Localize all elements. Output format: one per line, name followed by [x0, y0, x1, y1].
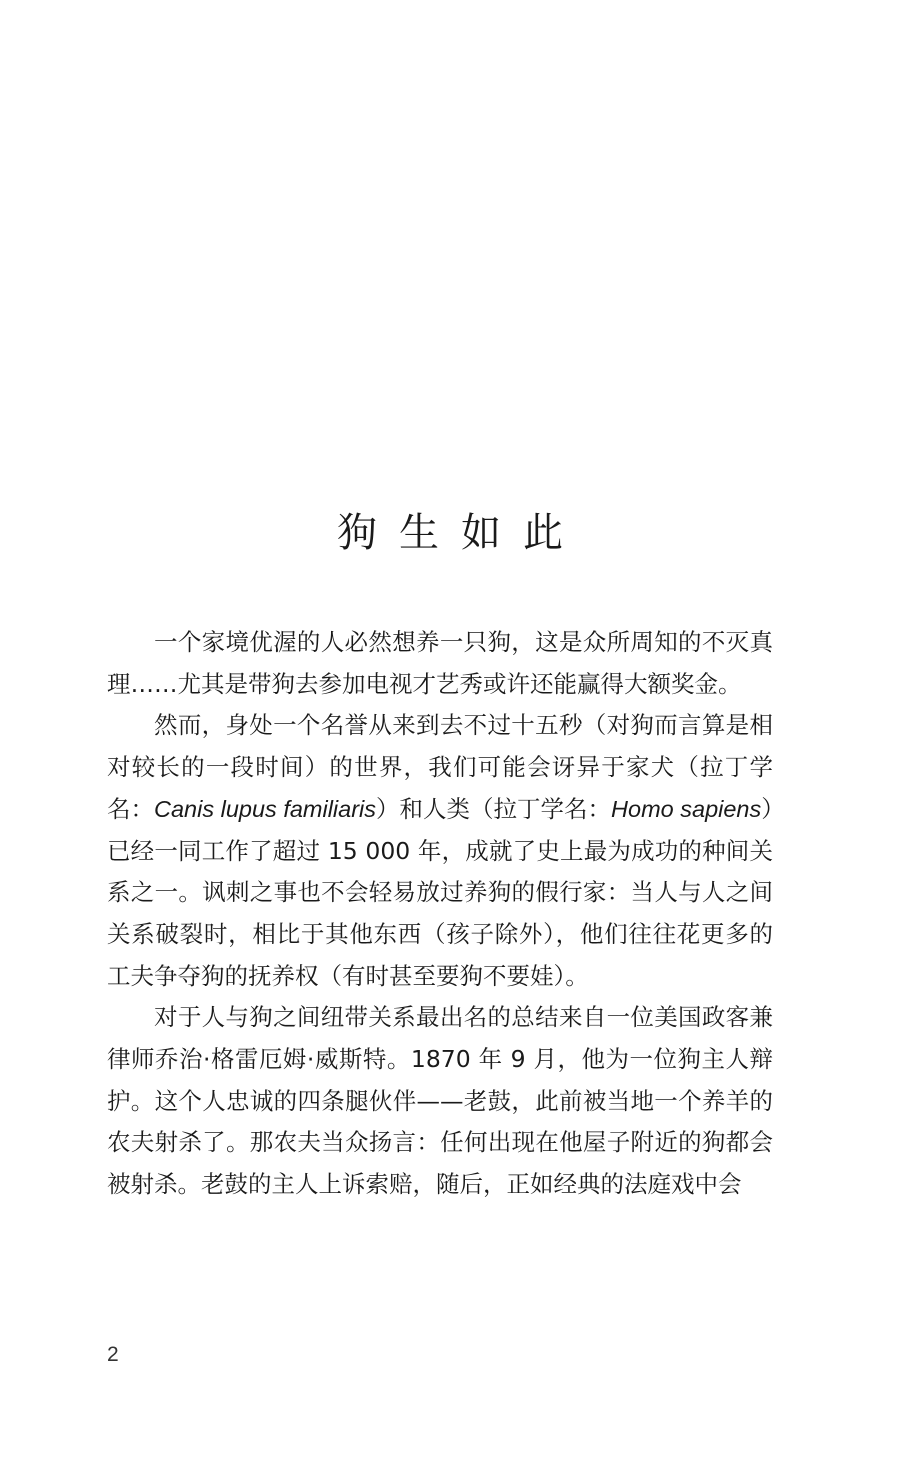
chapter-title: 狗生如此: [337, 510, 585, 556]
body-text: [107, 622, 773, 1206]
latin-name-dog: Canis lupus familiaris: [154, 795, 377, 822]
page-number: 2: [107, 1343, 119, 1366]
paragraph-2-part-2: ）和人类（拉丁学名：: [376, 794, 612, 823]
paragraph-1: 一个家境优渥的人必然想养一只狗，这是众所周知的不灭真理……尤其是带狗去参加电视才艺秀或许还能赢得大额奖金。: [107, 628, 773, 698]
paragraph-2: [107, 705, 773, 997]
latin-name-human: Homo sapiens: [611, 795, 762, 822]
paragraph-2-part-3: ）已经一同工作了超过 15 000 年，成就了史上最为成功的种间关系之一。讽刺之事也不会轻易放过养狗的假行家：当人与人之间关系破裂时，相比于其他东西（孩子除外），他们往往花更多的工夫争夺狗的抚养权（有时甚至要狗不要娃）。: [107, 794, 773, 990]
paragraph-3: 对于人与狗之间纽带关系最出名的总结来自一位美国政客兼律师乔治·格雷厄姆·威斯特。1870 年 9 月，他为一位狗主人辩护。这个人忠诚的四条腿伙伴——老鼓，此前被当地一个养羊的农夫射杀了。那农夫当众扬言：任何出现在他屋子附近的狗都会被射杀。老鼓的主人上诉索赔，随后，正如经典的法庭戏中会: [107, 1003, 773, 1199]
paragraph-2-part-1: 然而，身处一个名誉从来到去不过十五秒（对狗而言算是相对较长的一段时间）的世界，我们可能会讶异于家犬（拉丁学名：: [107, 711, 773, 823]
